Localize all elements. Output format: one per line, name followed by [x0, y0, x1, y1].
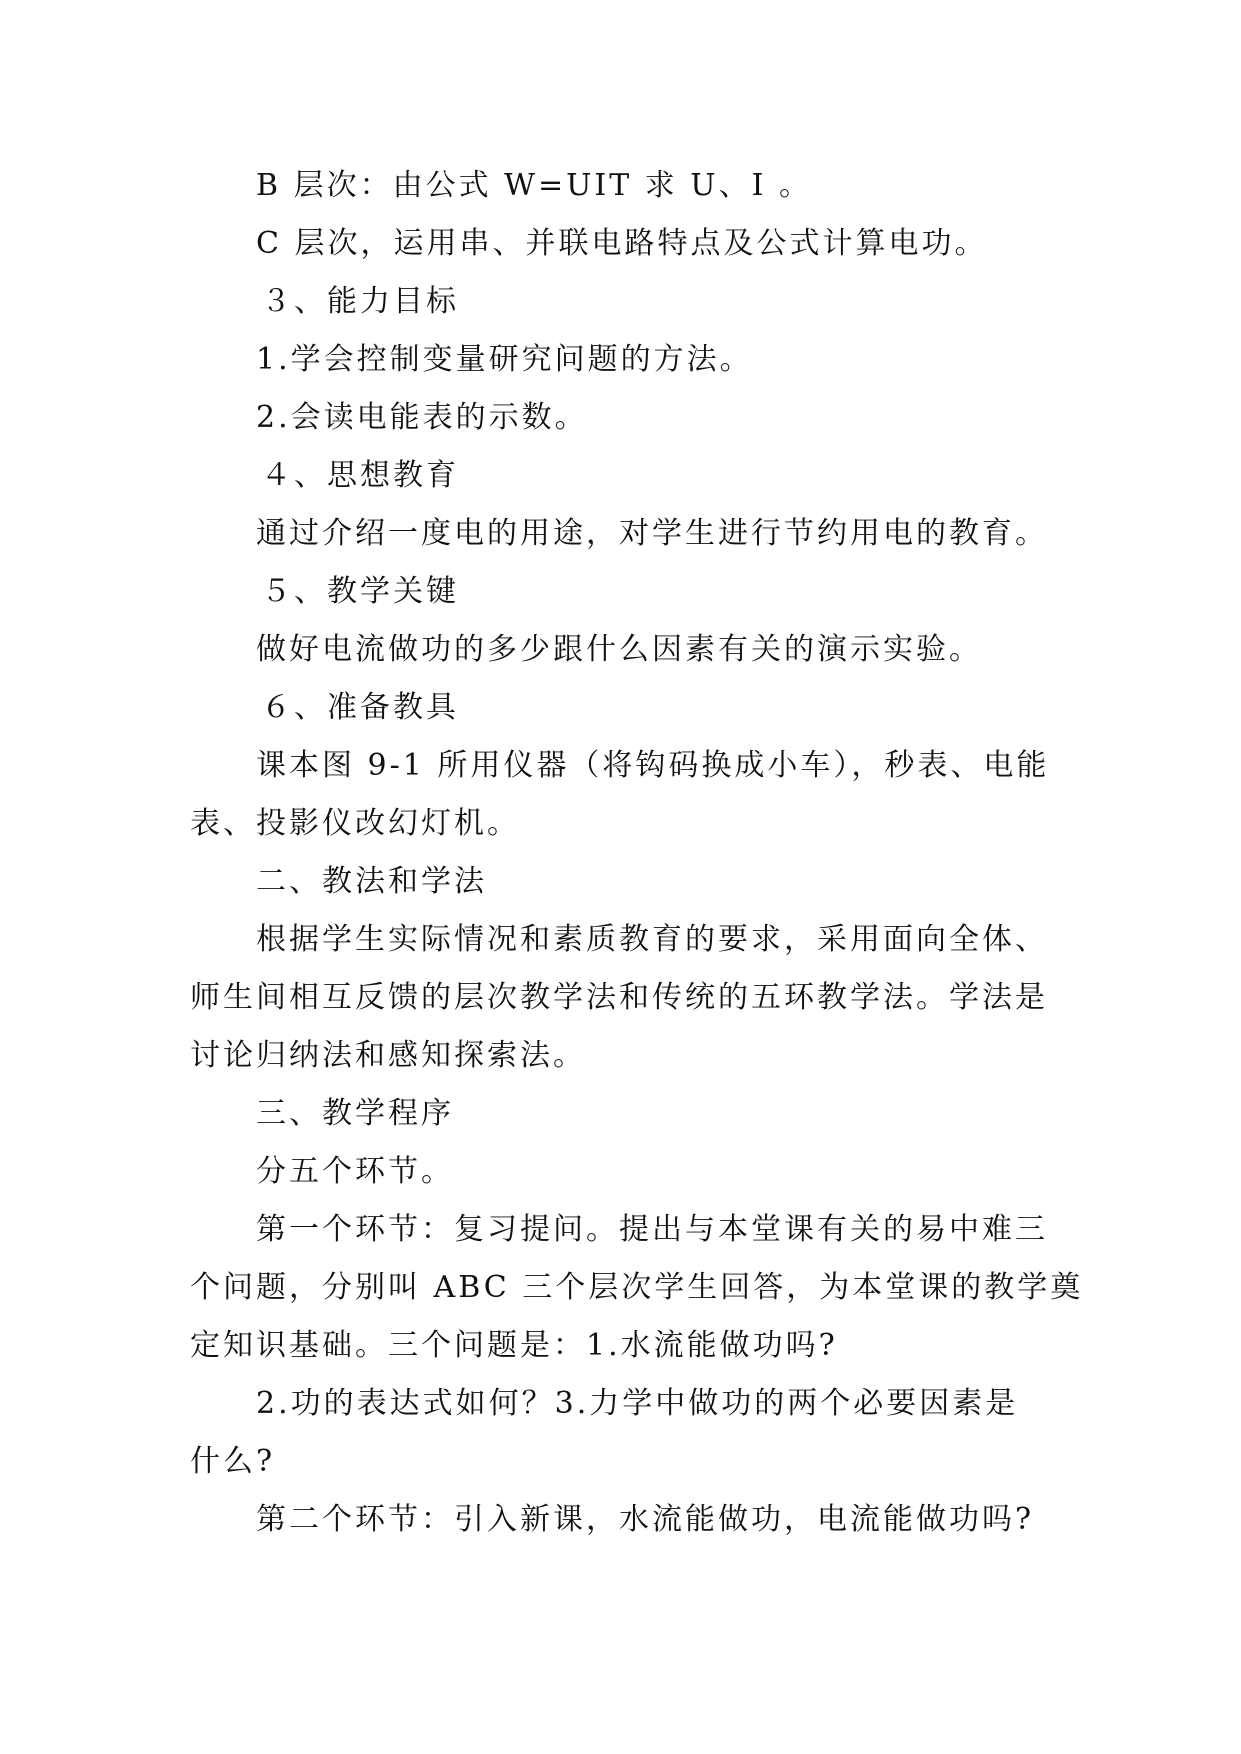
- line-five-stages: 分五个环节。: [256, 1154, 454, 1189]
- line-c-level: C 层次，运用串、并联电路特点及公式计算电功。: [256, 226, 988, 261]
- heading-teaching-key: ５、教学关键: [261, 574, 459, 609]
- heading-ideological-education: ４、思想教育: [261, 458, 459, 493]
- line-stage-one-2: 个问题，分别叫 ABC 三个层次学生回答，为本堂课的教学奠: [190, 1270, 1084, 1305]
- line-stage-one-1: 第一个环节：复习提问。提出与本堂课有关的易中难三: [256, 1212, 1048, 1247]
- line-stage-one-4: 2.功的表达式如何？3.力学中做功的两个必要因素是: [256, 1386, 1019, 1421]
- heading-teaching-procedure: 三、教学程序: [256, 1096, 454, 1131]
- line-teaching-aids-2: 表、投影仪改幻灯机。: [190, 806, 520, 841]
- line-b-level: B 层次：由公式 W=UIT 求 U、I 。: [256, 168, 812, 203]
- line-methods-1: 根据学生实际情况和素质教育的要求，采用面向全体、: [256, 922, 1048, 957]
- line-teaching-aids-1: 课本图 9-1 所用仪器（将钩码换成小车），秒表、电能: [256, 748, 1050, 783]
- line-teaching-key: 做好电流做功的多少跟什么因素有关的演示实验。: [256, 632, 982, 667]
- line-methods-2: 师生间相互反馈的层次教学法和传统的五环教学法。学法是: [190, 980, 1048, 1015]
- line-stage-one-5: 什么?: [190, 1444, 276, 1479]
- line-stage-two: 第二个环节：引入新课，水流能做功，电流能做功吗?: [256, 1502, 1035, 1537]
- line-ideological-education: 通过介绍一度电的用途，对学生进行节约用电的教育。: [256, 516, 1048, 551]
- line-methods-3: 讨论归纳法和感知探索法。: [190, 1038, 586, 1073]
- line-ability-1: 1.学会控制变量研究问题的方法。: [256, 342, 753, 377]
- line-ability-2: 2.会读电能表的示数。: [256, 400, 588, 435]
- heading-methods: 二、教法和学法: [256, 864, 487, 899]
- heading-teaching-aids: ６、准备教具: [261, 690, 459, 725]
- line-stage-one-3: 定知识基础。三个问题是：1.水流能做功吗?: [190, 1328, 838, 1363]
- heading-ability-goals: ３、能力目标: [261, 284, 459, 319]
